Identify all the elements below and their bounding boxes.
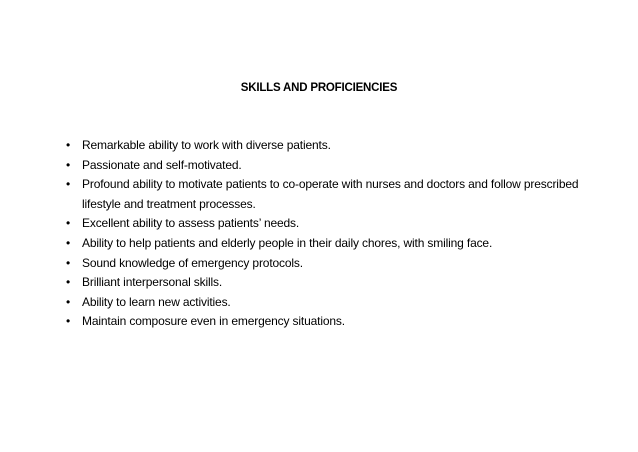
list-item-text: Maintain composure even in emergency situations. xyxy=(82,314,345,329)
list-item xyxy=(66,175,586,214)
bullet-icon: • xyxy=(66,138,71,152)
bullet-icon: • xyxy=(66,294,71,309)
bullet-icon: • xyxy=(66,255,71,270)
list-item-text: Sound knowledge of emergency protocols. xyxy=(82,255,303,270)
bullet-icon: • xyxy=(66,235,71,250)
bullet-icon: • xyxy=(66,216,71,231)
list-item-text: Passionate and self-motivated. xyxy=(82,157,242,172)
list-item-text: Excellent ability to assess patients’ needs. xyxy=(82,216,300,231)
skills-list xyxy=(66,136,586,332)
list-item-text: Remarkable ability to work with diverse patients. xyxy=(82,138,331,152)
list-item xyxy=(66,293,586,313)
list-item-text: Ability to help patients and elderly people in their daily chores, with smiling face. xyxy=(82,235,493,250)
list-item-text: Ability to learn new activities. xyxy=(82,294,231,309)
bullet-icon: • xyxy=(66,314,71,329)
list-item xyxy=(66,214,586,234)
list-item xyxy=(66,254,586,274)
list-item xyxy=(66,312,586,332)
section-heading: SKILLS AND PROFICIENCIES xyxy=(240,82,398,94)
list-item xyxy=(66,156,586,176)
list-item-text: Brilliant interpersonal skills. xyxy=(82,275,223,290)
list-item xyxy=(66,136,586,156)
bullet-icon: • xyxy=(66,177,71,192)
list-item-text: Profound ability to motivate patients to co-operate with nurses and doctors and follow prescribed lifestyle and treatment processes. xyxy=(82,177,579,211)
bullet-icon: • xyxy=(66,275,71,290)
list-item xyxy=(66,234,586,254)
bullet-icon: • xyxy=(66,157,71,172)
list-item xyxy=(66,273,586,293)
